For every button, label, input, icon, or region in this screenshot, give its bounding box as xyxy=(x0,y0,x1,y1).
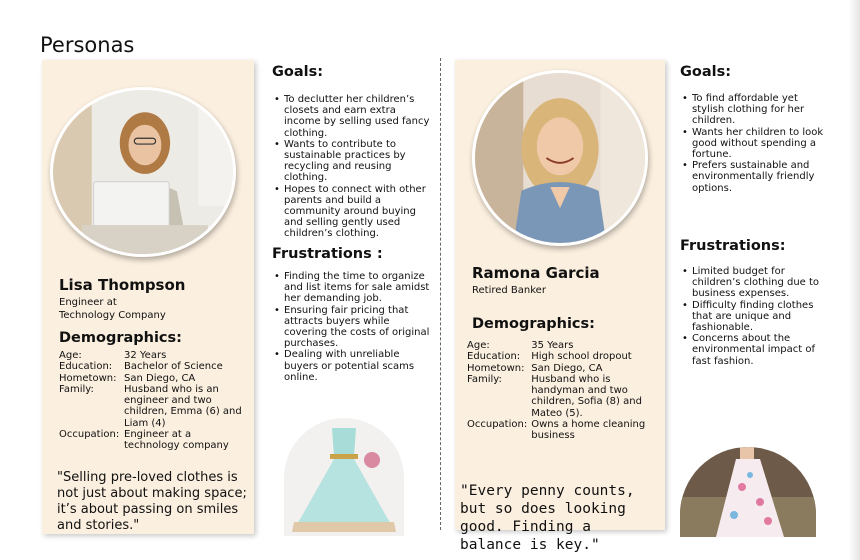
page-title: Personas xyxy=(40,33,135,57)
demographic-label: Education: xyxy=(467,351,521,363)
goals-list xyxy=(681,93,833,194)
woman-denim-photo xyxy=(472,70,648,246)
demographic-label: Education: xyxy=(59,361,113,373)
frustration-item: • Limited budget for children’s clothing due to business expenses. xyxy=(681,266,833,300)
edge-shadow xyxy=(848,0,860,560)
demographics-heading: Demographics: xyxy=(472,316,595,332)
floral-dress-photo xyxy=(680,447,816,537)
demographic-value: High school dropout xyxy=(531,351,632,363)
persona-quote: "Selling pre-loved clothes is not just about making space; it’s about passing on smiles and stories." xyxy=(57,470,247,533)
demographic-row xyxy=(467,340,661,351)
divider xyxy=(440,58,441,530)
demographic-value: Husband who is handyman and two children, Sofia (8) and Mateo (5). xyxy=(531,373,642,419)
frustrations-list xyxy=(681,266,833,367)
demographic-value: Husband who is an engineer and two children, Emma (6) and Liam (4) xyxy=(124,383,242,429)
demographic-row xyxy=(59,384,247,429)
demographic-row xyxy=(467,351,661,362)
goal-item: • Wants to contribute to sustainable practices by recycling and reusing clothing. xyxy=(273,139,435,184)
frustrations-list xyxy=(273,271,435,383)
persona-role xyxy=(59,296,166,322)
demographic-row xyxy=(59,350,247,361)
goal-item: • Hopes to connect with other parents and build a community around buying and selling gently used children’s clothing. xyxy=(273,184,435,240)
demographic-value: 35 Years xyxy=(531,340,574,351)
demographic-row xyxy=(467,374,661,419)
goals-heading: Goals: xyxy=(680,64,732,80)
demographic-value: San Diego, CA xyxy=(531,362,603,374)
demographics-heading: Demographics: xyxy=(59,330,182,346)
demographics-table xyxy=(467,340,661,442)
frustration-item: • Ensuring fair pricing that attracts buyers while covering the costs of original purchases. xyxy=(273,305,435,350)
demographic-label: Age: xyxy=(467,340,490,351)
demographic-row xyxy=(467,363,661,374)
demographic-label: Family: xyxy=(59,383,94,395)
demographic-label: Hometown: xyxy=(467,362,525,374)
frustration-item: • Difficulty finding clothes that are unique and fashionable. xyxy=(681,300,833,334)
demographic-row xyxy=(467,419,661,442)
demographic-row xyxy=(59,361,247,372)
frustrations-heading: Frustrations: xyxy=(680,238,786,254)
demographics-table xyxy=(59,350,247,452)
goal-item: • Wants her children to look good without spending a fortune. xyxy=(681,127,833,161)
demographic-label: Family: xyxy=(467,373,502,385)
goal-item: • To declutter her children’s closets and earn extra income by selling used fancy clothing. xyxy=(273,94,435,139)
frustration-item: • Finding the time to organize and list items for sale amidst her demanding job. xyxy=(273,271,435,305)
persona-name: Lisa Thompson xyxy=(59,276,186,294)
goals-list xyxy=(273,94,435,240)
demographic-value: San Diego, CA xyxy=(124,372,196,384)
demographic-row xyxy=(59,429,247,452)
demographic-value: Engineer at a technology company xyxy=(124,429,229,452)
demographic-value: Owns a home cleaning business xyxy=(531,419,646,442)
woman-laptop-photo xyxy=(50,87,236,257)
goal-item: • Prefers sustainable and environmentally friendly options. xyxy=(681,160,833,194)
role-line: Technology Company xyxy=(59,310,166,321)
role-line: Engineer at xyxy=(59,297,117,308)
demographic-row xyxy=(59,373,247,384)
demographic-value: Bachelor of Science xyxy=(124,361,223,373)
goal-item: • To find affordable yet stylish clothing for her children. xyxy=(681,93,833,127)
persona-name: Ramona Garcia xyxy=(472,264,600,282)
frustration-item: • Concerns about the environmental impact of fast fashion. xyxy=(681,333,833,367)
demographic-label: Age: xyxy=(59,350,82,361)
demographic-label: Occupation: xyxy=(59,429,120,441)
goals-heading: Goals: xyxy=(272,64,324,80)
persona-role: Retired Banker xyxy=(472,285,546,296)
blue-gown-photo xyxy=(284,418,404,536)
demographic-label: Occupation: xyxy=(467,419,528,431)
persona-quote: "Every penny counts, but so does looking good. Finding a balance is key." xyxy=(460,483,635,553)
frustration-item: • Dealing with unreliable buyers or potential scams online. xyxy=(273,349,435,383)
demographic-label: Hometown: xyxy=(59,372,117,384)
frustrations-heading: Frustrations : xyxy=(272,246,383,262)
demographic-value: 32 Years xyxy=(124,350,167,361)
